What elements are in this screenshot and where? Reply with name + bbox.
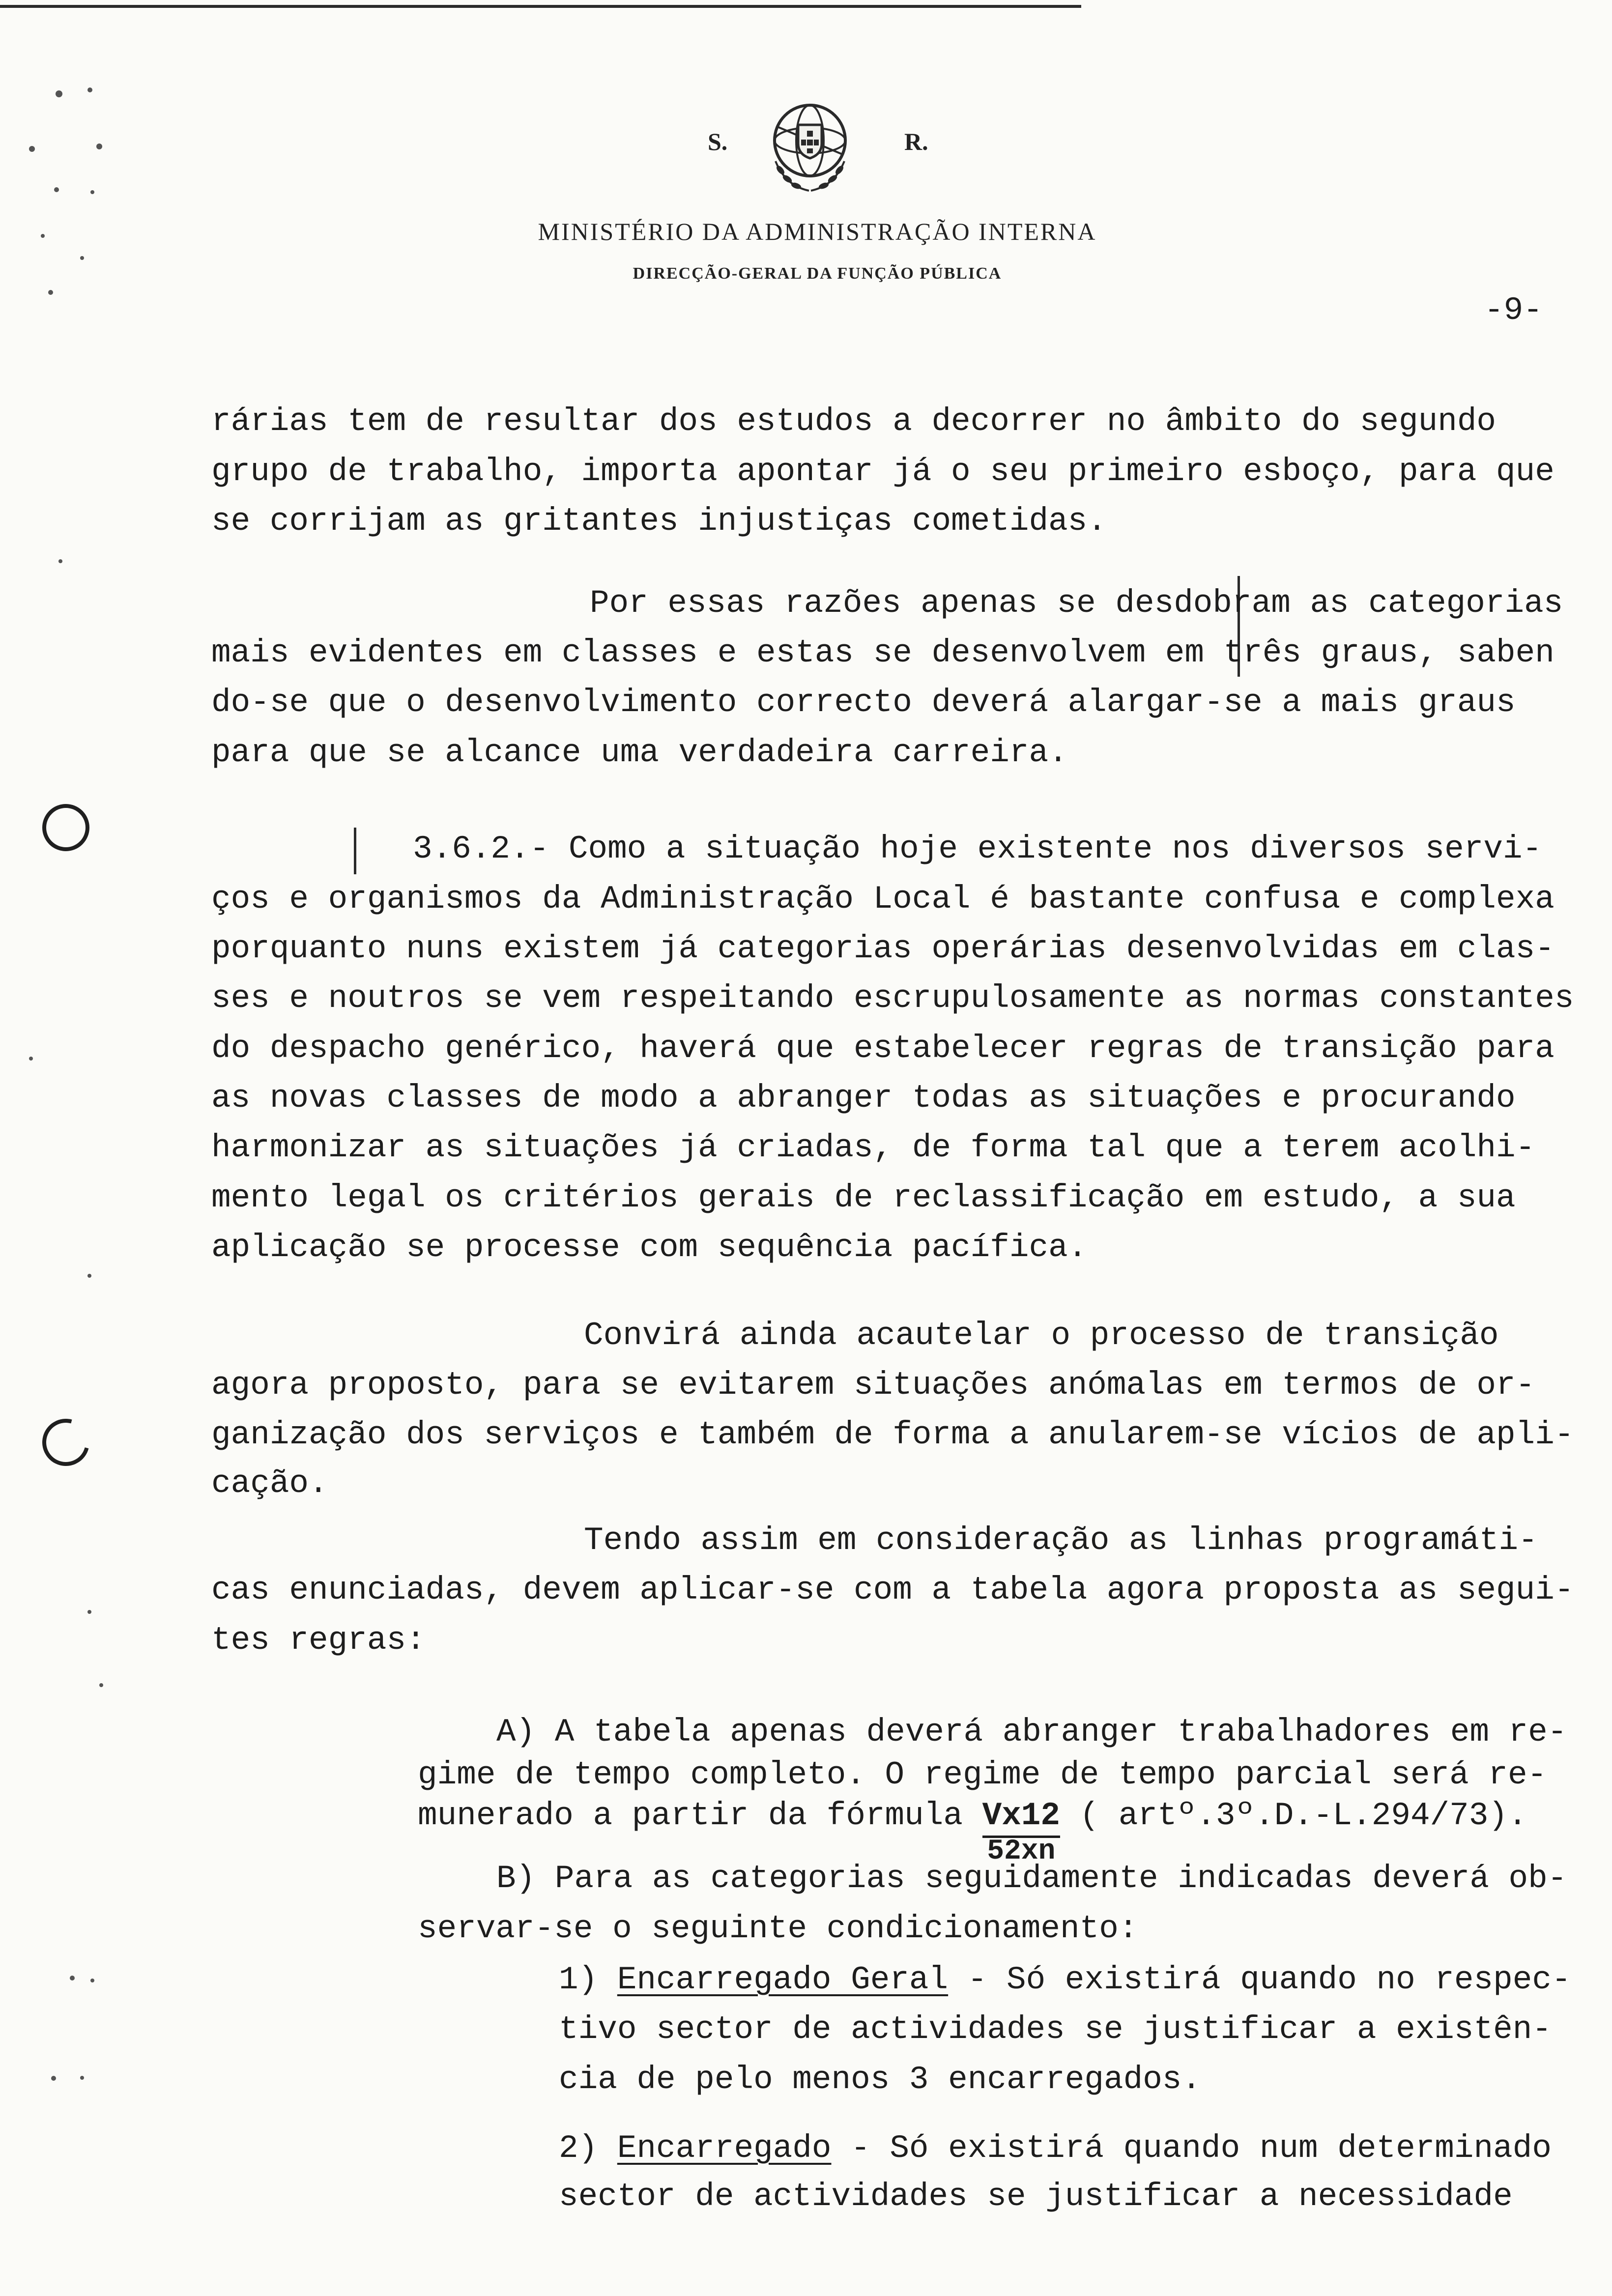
scan-speck bbox=[54, 187, 59, 192]
paragraph-line: grupo de trabalho, importa apontar já o seu primeiro esboço, para que bbox=[211, 453, 1554, 490]
paragraph-line: ços e organismos da Administração Local é bastante confusa e complexa bbox=[211, 881, 1554, 918]
rule-a-line: A) A tabela apenas deverá abranger trabalhadores em re- bbox=[496, 1714, 1567, 1751]
paragraph-line: rárias tem de resultar dos estudos a decorrer no âmbito do segundo bbox=[211, 403, 1497, 440]
punch-hole-mark bbox=[42, 804, 89, 851]
scan-speck bbox=[87, 1274, 91, 1278]
condition-item-1 bbox=[559, 1955, 1571, 2005]
rule-a-line: gime de tempo completo. O regime de tempo parcial será re- bbox=[418, 1756, 1547, 1793]
condition-item-line: tivo sector de actividades se justificar a existên- bbox=[559, 2011, 1552, 2048]
scan-speck bbox=[29, 146, 35, 152]
rule-b-line: servar-se o seguinte condicionamento: bbox=[418, 1910, 1138, 1947]
scan-speck bbox=[90, 190, 94, 194]
condition-item-line: sector de actividades se justificar a necessidade bbox=[559, 2178, 1513, 2215]
paragraph-line: do-se que o desenvolvimento correcto deverá alargar-se a mais graus bbox=[211, 684, 1516, 721]
scan-speck bbox=[51, 2076, 56, 2081]
letterhead-letter-r: R. bbox=[904, 128, 928, 155]
scan-speck bbox=[80, 2076, 84, 2080]
scan-speck bbox=[41, 234, 45, 238]
item-text: - Só existirá quando num determinado bbox=[831, 2130, 1552, 2167]
paragraph-line: para que se alcance uma verdadeira carreira. bbox=[211, 734, 1068, 771]
paragraph-line: mais evidentes em classes e estas se desenvolvem em três graus, saben bbox=[211, 634, 1554, 671]
paragraph-line: ses e noutros se vem respeitando escrupulosamente as normas constantes bbox=[211, 980, 1574, 1017]
scan-speck bbox=[58, 559, 62, 563]
scan-speck bbox=[87, 87, 92, 92]
page-number: -9- bbox=[1484, 292, 1543, 329]
paragraph-line: do despacho genérico, haverá que estabelecer regras de transição para bbox=[211, 1030, 1554, 1067]
paragraph-line: porquanto nuns existem já categorias operárias desenvolvidas em clas- bbox=[211, 930, 1554, 967]
shield bbox=[798, 125, 822, 158]
item-label: 1) bbox=[559, 1961, 617, 1998]
scan-speck bbox=[56, 90, 62, 97]
item-text: - Só existirá quando no respec- bbox=[948, 1961, 1571, 1998]
paragraph-line: harmonizar as situações já criadas, de forma tal que a terem acolhi- bbox=[211, 1129, 1535, 1166]
formula-reference: ( artº.3º.D.-L.294/73). bbox=[1060, 1797, 1527, 1834]
punch-hole-mark bbox=[33, 1410, 98, 1474]
scan-speck bbox=[80, 256, 84, 260]
scan-speck bbox=[90, 1979, 94, 1982]
scan-speck bbox=[87, 1610, 91, 1614]
letterhead-letter-s: S. bbox=[708, 128, 728, 155]
top-edge-rule bbox=[0, 5, 1081, 8]
paragraph-line: as novas classes de modo a abranger todas as situações e procurando bbox=[211, 1080, 1516, 1117]
margin-mark bbox=[354, 828, 356, 874]
ministry-name: MINISTÉRIO DA ADMINISTRAÇÃO INTERNA bbox=[538, 218, 1097, 245]
coat-of-arms-emblem bbox=[756, 92, 864, 201]
paragraph-line: cas enunciadas, devem aplicar-se com a tabela agora proposta as segui- bbox=[211, 1572, 1574, 1608]
paragraph-line: cação. bbox=[211, 1465, 328, 1502]
paragraph-line: ganização dos serviços e também de forma a anularem-se vícios de apli- bbox=[211, 1416, 1574, 1453]
paragraph-line: Por essas razões apenas se desdobram as categorias bbox=[590, 585, 1563, 622]
scan-speck bbox=[29, 1057, 33, 1061]
scan-speck bbox=[48, 290, 53, 295]
paragraph-line: Convirá ainda acautelar o processo de transição bbox=[584, 1317, 1499, 1354]
paragraph-line: mento legal os critérios gerais de reclassificação em estudo, a sua bbox=[211, 1179, 1516, 1216]
scan-speck bbox=[96, 144, 102, 149]
formula-lead-text: munerado a partir da fórmula bbox=[418, 1797, 982, 1834]
scan-speck bbox=[70, 1976, 75, 1980]
formula-denominator: 52xn bbox=[987, 1836, 1056, 1867]
paragraph-line: tes regras: bbox=[211, 1622, 426, 1659]
item-term: Encarregado Geral bbox=[617, 1961, 949, 1998]
item-label: 2) bbox=[559, 2130, 617, 2167]
section-3-6-2-line: 3.6.2.- Como a situação hoje existente nos diversos servi- bbox=[413, 831, 1542, 867]
condition-item-2 bbox=[559, 2124, 1552, 2173]
formula-numerator: Vx12 bbox=[982, 1796, 1060, 1838]
paragraph-line: aplicação se processe com sequência pacífica. bbox=[211, 1229, 1088, 1266]
condition-item-line: cia de pelo menos 3 encarregados. bbox=[559, 2061, 1202, 2098]
item-term: Encarregado bbox=[617, 2130, 832, 2167]
paragraph-line: Tendo assim em consideração as linhas programáti- bbox=[584, 1522, 1538, 1559]
rule-b-line: B) Para as categorias seguidamente indicadas deverá ob- bbox=[496, 1860, 1567, 1897]
paragraph-line: se corrijam as gritantes injustiças cometidas. bbox=[211, 503, 1107, 540]
paragraph-line: agora proposto, para se evitarem situações anómalas em termos de or- bbox=[211, 1367, 1535, 1404]
directorate-name: DIRECÇÃO-GERAL DA FUNÇÃO PÚBLICA bbox=[633, 264, 1002, 283]
scan-speck bbox=[99, 1683, 103, 1687]
